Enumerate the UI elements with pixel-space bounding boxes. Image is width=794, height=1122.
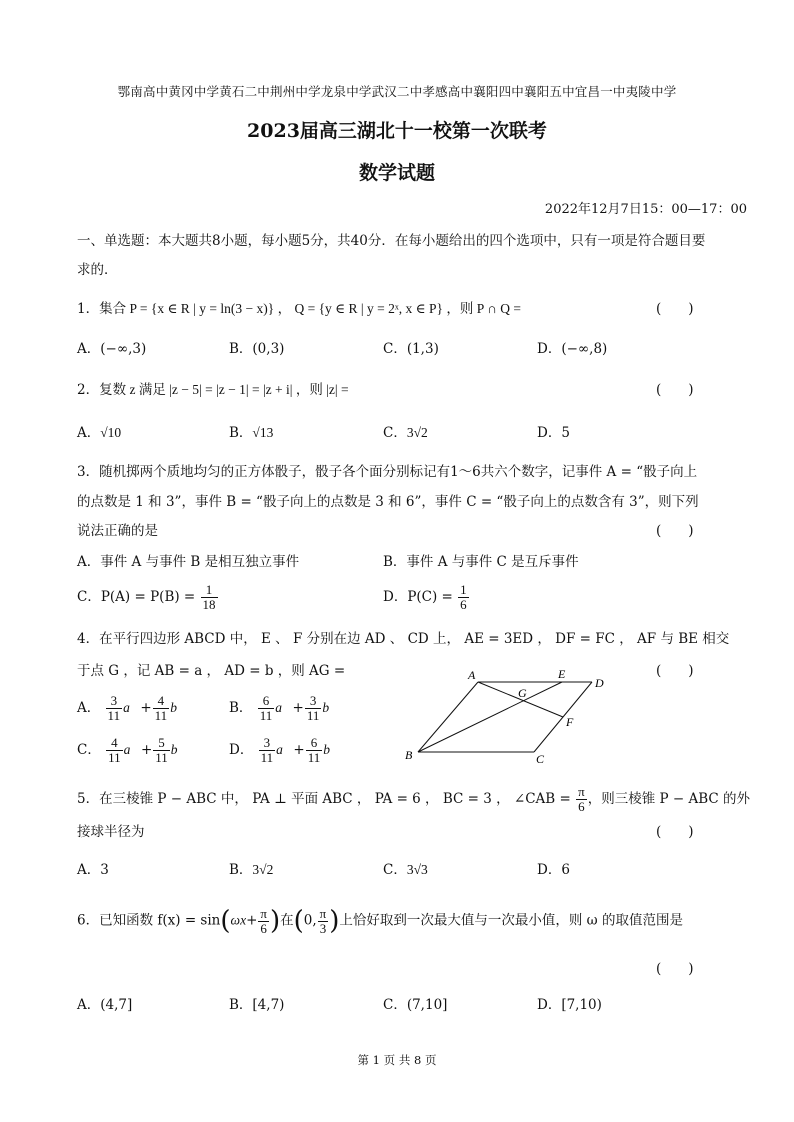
q5-option-d: D．6 [537, 862, 570, 878]
fraction: $\frac{1}{18}$ [202, 582, 216, 612]
q4-option-c: C． $\frac{4}{11}$ a⃗+ $\frac{5}{11}$ b⃗ [77, 735, 189, 765]
question-6-line-1: 6．已知函数 f(x) = sin(ωx+ $\frac{\pi}{6}$ )在(0, $\frac{\pi}{3}$ )上恰好取到一次最大值与一次最小值，则 ω 的取值范围是 [77, 905, 683, 936]
q2-option-a: A．√10 [77, 425, 122, 441]
q5-option-c: C．3√3 [383, 862, 428, 878]
q3-option-d: D．P(C) = $\frac{1}{6}$ [383, 582, 467, 612]
exam-title: 2023届高三湖北十一校第一次联考 [247, 120, 547, 142]
q6-option-b: B．[4,7) [229, 997, 285, 1013]
q5-option-b: B．3√2 [229, 862, 274, 878]
page-footer: 第 1 页 共 8 页 [357, 1053, 437, 1067]
q4-option-b: B． $\frac{6}{11}$ a⃗+ $\frac{3}{11}$ b⃗ [229, 693, 340, 723]
label-a: A [468, 668, 476, 682]
q2-option-d: D．5 [537, 425, 570, 441]
answer-paren-3: ( ) [656, 523, 694, 539]
answer-paren-5: ( ) [656, 824, 694, 840]
question-5-line-1: 5．在三棱锥 P − ABC 中， PA ⊥ 平面 ABC ， PA = 6 ， BC = 3 ， ∠CAB = $\frac{\pi}{6}$ ，则三棱锥 P − ABC 的外 [77, 784, 751, 814]
q4-option-a: A． $\frac{3}{11}$ a⃗+ $\frac{4}{11}$ b⃗ [77, 693, 188, 723]
label-e: E [558, 667, 566, 681]
question-5-line-2: 接球半径为 [77, 824, 145, 840]
label-f: F [566, 715, 574, 729]
fraction: $\frac{\pi}{6}$ [578, 784, 585, 814]
school-list: 鄂南高中黄冈中学黄石二中荆州中学龙泉中学武汉二中孝感高中襄阳四中襄阳五中宜昌一中夷陵中学 [117, 84, 677, 99]
q4-option-d: D． $\frac{3}{11}$ a⃗+ $\frac{6}{11}$ b⃗ [229, 735, 341, 765]
answer-paren-4: ( ) [656, 663, 694, 679]
answer-paren-1: ( ) [656, 301, 694, 317]
q6-option-c: C．(7,10] [383, 997, 448, 1013]
parallelogram-figure [400, 666, 620, 770]
label-g: G [518, 686, 527, 700]
q6-option-a: A．(4,7] [77, 997, 133, 1013]
answer-paren-6: ( ) [656, 961, 694, 977]
q5-option-a: A．3 [77, 862, 109, 878]
exam-datetime: 2022年12月7日15：00—17：00 [544, 202, 747, 217]
q1-option-a: A．(−∞,3) [77, 341, 147, 357]
question-1: 1．集合 P = {x ∈ R | y = ln(3 − x)} ， Q = {y ∈ R | y = 2ˣ, x ∈ P} ，则 P ∩ Q = [77, 301, 522, 317]
q1-option-d: D．(−∞,8) [537, 341, 608, 357]
question-3-line-3: 说法正确的是 [77, 523, 158, 539]
exam-subtitle: 数学试题 [358, 162, 435, 184]
fraction: $\frac{1}{6}$ [460, 582, 467, 612]
q6-option-d: D．[7,10) [537, 997, 602, 1013]
question-3-line-1: 3．随机掷两个质地均匀的正方体骰子，骰子各个面分别标记有1～6共六个数字，记事件 A = “骰子向上 [77, 464, 698, 480]
q1-option-c: C．(1,3) [383, 341, 439, 357]
label-c: C [536, 752, 545, 766]
section-instructions: 一、单选题：本大题共8小题，每小题5分，共40分．在每小题给出的四个选项中，只有一项是符合题目要求的． [77, 233, 706, 278]
q3-option-c: C．P(A) = P(B) = $\frac{1}{18}$ [77, 582, 216, 612]
question-4-line-2: 于点 G ，记 AB = a ， AD = b ，则 AG = [77, 663, 346, 679]
question-2: 2．复数 z 满足 |z − 5| = |z − 1| = |z + i| ，则 |z| = [77, 382, 349, 398]
q2-option-c: C．3√2 [383, 425, 428, 441]
label-b: B [405, 748, 413, 762]
answer-paren-2: ( ) [656, 382, 694, 398]
label-d: D [595, 676, 604, 690]
question-4-line-1: 4．在平行四边形 ABCD 中， E 、 F 分别在边 AD 、 CD 上， AE = 3ED ， DF = FC ， AF 与 BE 相交 [77, 631, 730, 647]
q3-option-b: B．事件 A 与事件 C 是互斥事件 [383, 554, 579, 570]
q2-option-b: B．√13 [229, 425, 274, 441]
question-3-line-2: 的点数是 1 和 3”，事件 B = “骰子向上的点数是 3 和 6”，事件 C = “骰子向上的点数含有 3”，则下列 [77, 494, 699, 510]
q1-option-b: B．(0,3) [229, 341, 285, 357]
q3-option-a: A．事件 A 与事件 B 是相互独立事件 [77, 554, 300, 570]
